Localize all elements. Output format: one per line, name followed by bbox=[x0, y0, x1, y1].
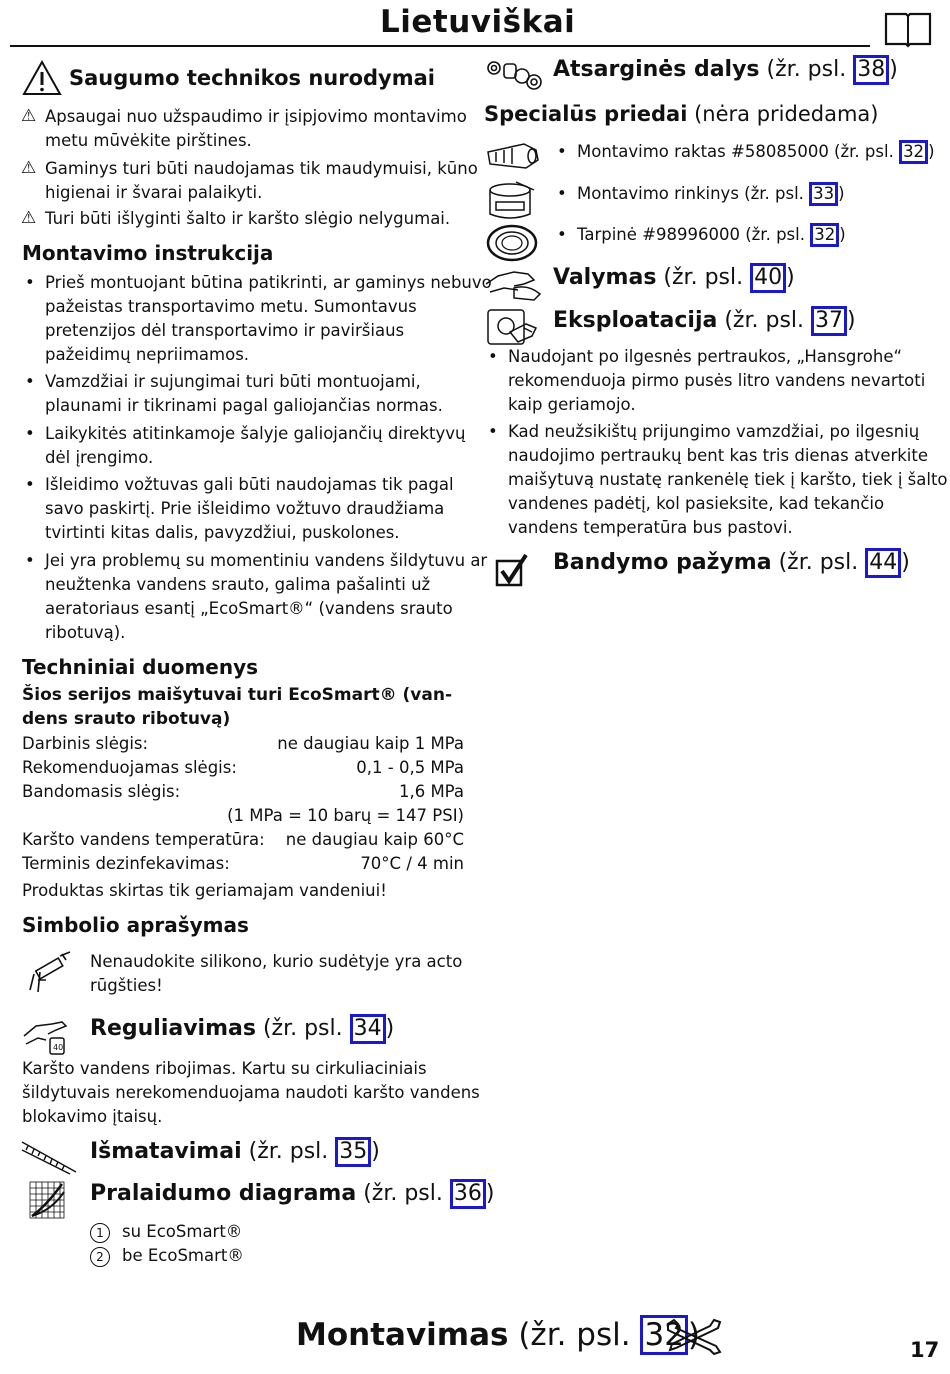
flow-legend-item: 1 su EcoSmart® bbox=[90, 1220, 242, 1244]
accessory-item: • Tarpinė #98996000 (žr. psl. 32 ) bbox=[577, 223, 846, 247]
list-item: • Naudojant po ilgesnės pertraukos, „Hansgrohe“ rekomenduoja pirmo pusės litro vandens nevartoti kaip geriamojo. bbox=[488, 347, 926, 414]
wrench-icon bbox=[664, 1316, 724, 1356]
page-ref-link[interactable]: 34 bbox=[350, 1014, 386, 1044]
page-ref-link[interactable]: 37 bbox=[811, 306, 847, 336]
dimensions-heading: Išmatavimai (žr. psl. 35 ) bbox=[90, 1135, 380, 1169]
list-item: • Laikykitės atitinkamoje šalyje galiojančių direktyvų dėl įrengimo. bbox=[25, 424, 466, 467]
flow-diagram-heading: Pralaidumo diagrama (žr. psl. 36 ) bbox=[90, 1177, 494, 1211]
silicone-warning-text: Nenaudokite silikono, kurio sudėtyje yra acto rūgšties! bbox=[90, 952, 463, 995]
page-ref-link[interactable]: 32 bbox=[899, 140, 928, 164]
page-ref-link[interactable]: 36 bbox=[450, 1179, 486, 1209]
warning-icon: ⚠ bbox=[21, 106, 37, 126]
checkbox-check-icon bbox=[494, 553, 530, 589]
tech-data-heading: Techniniai duomenys bbox=[22, 655, 259, 679]
spare-parts-icon bbox=[484, 58, 542, 94]
cleaning-hand-icon bbox=[484, 264, 542, 302]
page-ref-link[interactable]: 32 bbox=[640, 1315, 687, 1355]
svg-text:40: 40 bbox=[53, 1043, 64, 1052]
page-ref-link[interactable]: 33 bbox=[809, 182, 838, 206]
gasket-icon bbox=[486, 224, 538, 262]
wrench-tool-icon bbox=[484, 138, 542, 174]
list-item: • Išleidimo vožtuvas gali būti naudojamas tik pagal savo paskirtį. Prie išleidimo vožtuvo draudžiama tvirtinti kitas dalis, pavyzdžiui, puskolones. bbox=[25, 475, 454, 542]
title-divider bbox=[10, 45, 870, 47]
page-title: Lietuviškai bbox=[380, 4, 576, 40]
safety-item: ⚠ Gaminys turi būti naudojamas tik maudymuisi, kūno higienai ir švarai palaikyti. bbox=[21, 158, 478, 202]
hand-adjust-icon bbox=[22, 1014, 70, 1058]
page-ref-link[interactable]: 38 bbox=[853, 55, 889, 85]
tech-data-subheading: Šios serijos maišytuvai turi EcoSmart® (van- dens srauto ribotuvą) bbox=[22, 685, 452, 729]
regulation-heading: Reguliavimas (žr. psl. 34 ) bbox=[90, 1012, 394, 1046]
flow-legend-item: 2 be EcoSmart® bbox=[90, 1244, 244, 1268]
safety-item: ⚠ Turi būti išlyginti šalto ir karšto slėgio nelygumai. bbox=[21, 208, 451, 228]
page-ref-link[interactable]: 40 bbox=[750, 263, 786, 293]
warning-icon: ⚠ bbox=[21, 158, 37, 178]
page-number: 17 bbox=[910, 1338, 940, 1362]
spare-parts-heading: Atsarginės dalys (žr. psl. 38 ) bbox=[553, 53, 898, 87]
silicone-gun-icon bbox=[26, 950, 72, 996]
ruler-icon bbox=[20, 1138, 78, 1176]
symbols-heading: Simbolio aprašymas bbox=[22, 913, 249, 937]
cleaning-heading: Valymas (žr. psl. 40 ) bbox=[553, 261, 795, 295]
flow-chart-icon bbox=[28, 1180, 68, 1222]
list-item: • Vamzdžiai ir sujungimai turi būti montuojami, plaunami ir tikrinami pagal galiojančias normas. bbox=[25, 372, 443, 415]
accessories-heading: Specialūs priedai (nėra pridedama) bbox=[484, 102, 879, 126]
list-item: • Kad neužsikištų prijungimo vamzdžiai, po ilgesnių naudojimo pertraukų bent kas tris dienas atverkite maišytuvą nustatę rankenėlę tiek į karšto, tiek į šalto vandenes padėtį, kol pasieksite, kad tekančio vandens temperatūra bus pastovi. bbox=[488, 422, 948, 537]
page-ref-link[interactable]: 32 bbox=[810, 223, 839, 247]
test-certificate-heading: Bandymo pažyma (žr. psl. 44 ) bbox=[553, 546, 910, 580]
operation-heading: Eksploatacija (žr. psl. 37 ) bbox=[553, 304, 856, 338]
list-item: • Prieš montuojant būtina patikrinti, ar gaminys nebuvo pažeistas transportavimo metu. Sumontavus pretenzijos dėl transportavimo ir paviršiaus pažeidimų nepriimamos. bbox=[25, 273, 492, 364]
operation-hand-icon bbox=[484, 306, 540, 348]
safety-item: ⚠ Apsaugai nuo užspaudimo ir įsipjovimo montavimo metu mūvėkite pirštines. bbox=[21, 106, 467, 150]
page-ref-link[interactable]: 35 bbox=[335, 1137, 371, 1167]
warning-icon: ⚠ bbox=[21, 208, 37, 228]
install-kit-icon bbox=[486, 180, 538, 224]
regulation-text: Karšto vandens ribojimas. Kartu su cirkuliaciniais šildytuvais nerekomenduojama naudoti karšto vandens blokavimo įtaisų. bbox=[22, 1059, 480, 1126]
safety-heading: Saugumo technikos nurodymai bbox=[69, 66, 435, 90]
open-book-icon bbox=[884, 10, 932, 48]
accessory-item: • Montavimo rinkinys (žr. psl. 33 ) bbox=[577, 182, 845, 206]
accessory-item: • Montavimo raktas #58085000 (žr. psl. 32 ) bbox=[577, 140, 935, 164]
installation-heading: Montavimas (žr. psl. 32 ) bbox=[296, 1312, 700, 1358]
install-heading: Montavimo instrukcija bbox=[22, 241, 274, 265]
warning-triangle-icon bbox=[22, 60, 62, 96]
page-ref-link[interactable]: 44 bbox=[865, 548, 901, 578]
list-item: • Jei yra problemų su momentiniu vandens šildytuvu ar neužtenka vandens srauto, galima pašalinti už aeratoriaus esantį „EcoSmart®“ (vandens srauto ribotuvą). bbox=[25, 551, 488, 642]
potable-water-note: Produktas skirtas tik geriamajam vandeniui! bbox=[22, 881, 387, 900]
